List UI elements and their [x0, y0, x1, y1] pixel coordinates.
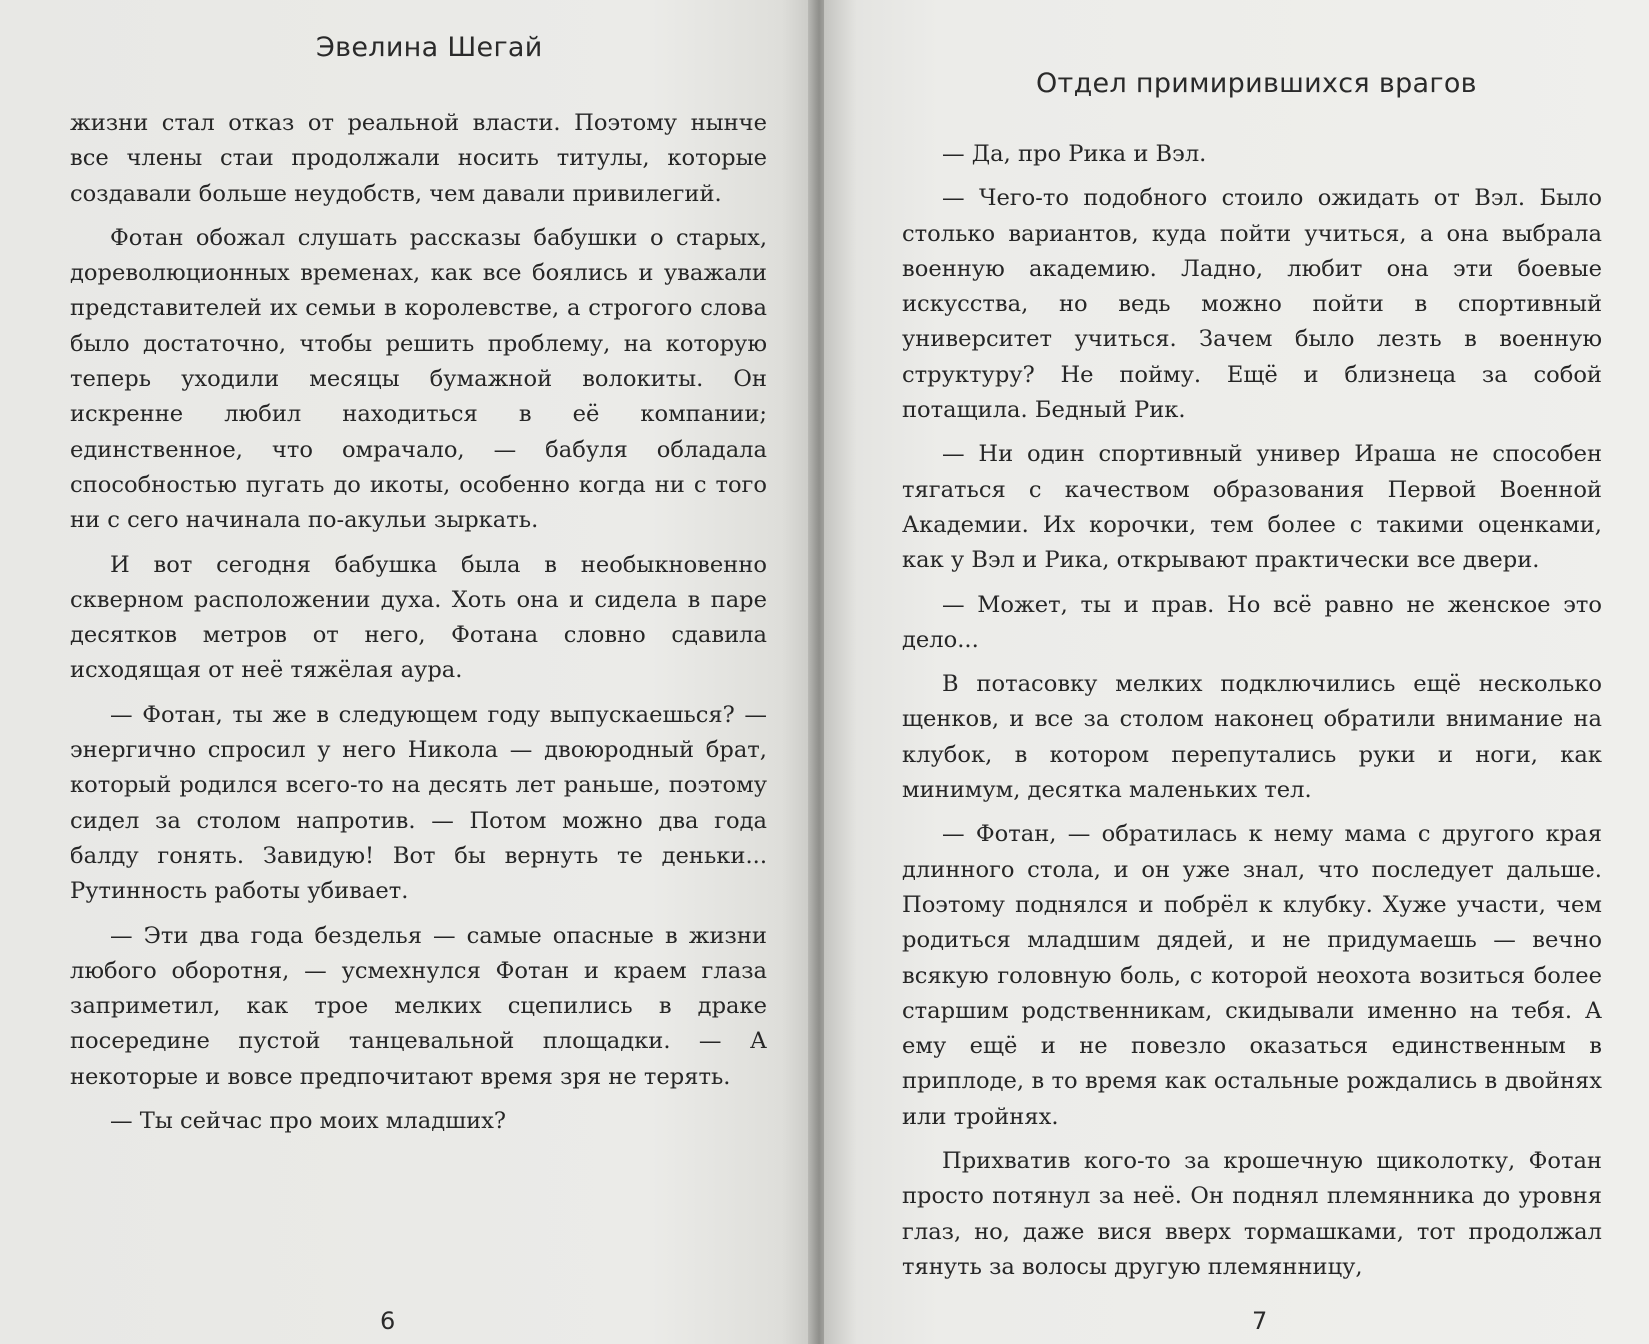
left-text-block: [70, 106, 767, 1148]
paragraph: — Фотан, ты же в следующем году выпускаешься? — энергично спросил у него Никола — двоюродный брат, который родился всего-то на десять лет раньше, поэтому сидел за столом напротив. — Потом можно два года балду гонять. Завидую! Вот бы вернуть те деньки... Рутинность работы убивает.: [70, 701, 767, 905]
left-page: [0, 0, 814, 1344]
paragraph: — Эти два года безделья — самые опасные в жизни любого оборотня, — усмехнулся Фотан и краем глаза заприметил, как трое мелких сцепились в драке посередине пустой танцевальной площадки. — А некоторые и вовсе предпочитают время зря не терять.: [70, 922, 767, 1090]
paragraph: — Фотан, — обратилась к нему мама с другого края длинного стола, и он уже знал, что последует дальше. Поэтому поднялся и побрёл к клубку. Хуже участи, чем родиться младшим дядей, и не придумаешь — вечно всякую головную боль, с которой неохота возиться более старшим родственникам, скидывали именно на тебя. А ему ещё и не повезло оказаться единственным в приплоде, в то время как остальные рождались в двойнях или тройнях.: [902, 821, 1602, 1130]
paragraph: И вот сегодня бабушка была в необыкновенно скверном расположении духа. Хоть она и сидела в паре десятков метров от него, Фотана словно сдавила исходящая от неё тяжёлая аура.: [70, 551, 767, 684]
paragraph: — Ни один спортивный универ Ираша не способен тягаться с качеством образования Первой Военной Академии. Их корочки, тем более с такими оценками, как у Вэл и Рика, открывают практически все двери.: [902, 441, 1602, 574]
paragraph: — Чего-то подобного стоило ожидать от Вэл. Было столько вариантов, куда пойти учиться, а она выбрала военную академию. Ладно, любит она эти боевые искусства, но ведь можно пойти в спортивный университет учиться. Зачем было лезть в военную структуру? Не пойму. Ещё и близнеца за собой потащила. Бедный Рик.: [902, 185, 1602, 424]
paragraph: жизни стал отказ от реальной власти. Поэтому нынче все члены стаи продолжали носить титулы, которые создавали больше неудобств, чем давали привилегий.: [70, 110, 767, 207]
right-text-block: [902, 137, 1602, 1294]
paragraph: — Ты сейчас про моих младших?: [110, 1108, 507, 1135]
left-running-header: Эвелина Шегай: [316, 32, 543, 63]
right-running-header: Отдел примирившихся врагов: [1036, 68, 1477, 99]
paragraph: В потасовку мелких подключились ещё несколько щенков, и все за столом наконец обратили внимание на клубок, в котором перепутались руки и ноги, как минимум, десятка маленьких тел.: [902, 671, 1602, 804]
left-page-number: 6: [380, 1307, 396, 1335]
right-page: [824, 0, 1649, 1344]
paragraph: Фотан обожал слушать рассказы бабушки о старых, дореволюционных временах, как все боялись и уважали представителей их семьи в королевстве, а строгого слова было достаточно, чтобы решить проблему, на которую теперь уходили месяцы бумажной волокиты. Он искренне любил находиться в её компании; единственное, что омрачало, — бабуля обладала способностью пугать до икоты, особенно когда ни с того ни с сего начинала по-акульи зыркать.: [70, 224, 767, 534]
paragraph: — Может, ты и прав. Но всё равно не женское это дело...: [902, 591, 1602, 653]
paragraph: — Да, про Рика и Вэл.: [942, 141, 1207, 167]
right-page-number: 7: [1252, 1307, 1268, 1335]
paragraph: Прихватив кого-то за крошечную щиколотку, Фотан просто потянул за неё. Он поднял племянника до уровня глаз, но, даже вися вверх тормашками, тот продолжал тянуть за волосы другую племянницу,: [902, 1148, 1602, 1280]
